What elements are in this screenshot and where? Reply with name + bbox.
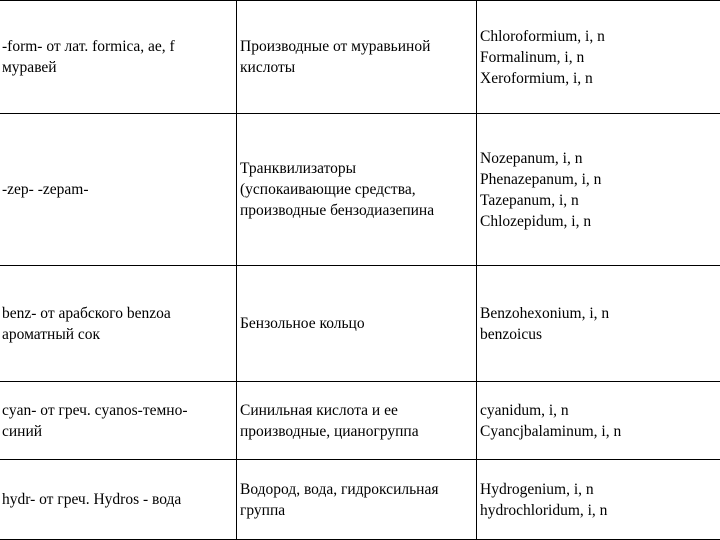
cell-line: Xeroformium, i, n: [480, 69, 593, 87]
term-element-cell: [0, 114, 237, 266]
term-element-cell: [0, 460, 237, 540]
cell-line: производные, цианогруппа: [240, 422, 419, 440]
term-examples-cell: [477, 460, 720, 540]
cell-line: Производные от муравьиной: [240, 38, 431, 55]
cell-line: cyan- от греч. cyanos-темно-: [2, 401, 188, 419]
table-row: [0, 114, 720, 266]
cell-line: -form- от лат. formica, ae, f: [2, 38, 175, 55]
term-meaning-cell: [237, 114, 477, 266]
cell-line: Транквилизаторы: [240, 160, 357, 177]
cell-line: Chlozepidum, i, n: [480, 212, 592, 230]
term-examples-cell: [477, 114, 720, 266]
cell-line: Tazepanum, i, n: [480, 191, 579, 209]
cell-line: cyanidum, i, n: [480, 401, 569, 419]
table-row: [0, 1, 720, 114]
cell-line: Водород, вода, гидроксильная: [240, 480, 439, 498]
term-element-cell: [0, 266, 237, 382]
cell-line: производные бензодиазепина: [240, 202, 435, 219]
cell-line: Cyancjbalaminum, i, n: [480, 422, 622, 440]
term-examples-cell: [477, 1, 720, 114]
table-row: [0, 266, 720, 382]
term-meaning-cell: [237, 382, 477, 460]
cell-line: кислоты: [240, 59, 296, 76]
cell-line: hydr- от греч. Hydros - вода: [2, 491, 182, 508]
cell-line: Formalinum, i, n: [480, 48, 585, 66]
term-meaning-cell: [237, 1, 477, 114]
cell-line: ароматный сок: [2, 325, 101, 343]
term-element-cell: [0, 1, 237, 114]
term-element-cell: [0, 382, 237, 460]
cell-line: муравей: [2, 59, 57, 76]
cell-line: Phenazepanum, i, n: [480, 170, 602, 188]
cell-line: Синильная кислота и ее: [240, 401, 398, 419]
cell-line: -zep- -zepam-: [2, 181, 89, 198]
cell-line: hydrochloridum, i, n: [480, 501, 608, 519]
cell-line: Nozepanum, i, n: [480, 149, 583, 167]
table-row: [0, 382, 720, 460]
term-examples-cell: [477, 266, 720, 382]
term-meaning-cell: [237, 266, 477, 382]
cell-line: Бензольное кольцо: [240, 315, 365, 332]
cell-line: группа: [240, 501, 286, 519]
term-examples-cell: [477, 382, 720, 460]
cell-line: Chloroformium, i, n: [480, 27, 605, 45]
cell-line: (успокаивающие средства,: [240, 181, 416, 198]
cell-line: Hydrogenium, i, n: [480, 480, 594, 498]
term-meaning-cell: [237, 460, 477, 540]
cell-line: синий: [2, 422, 43, 440]
cell-line: Benzohexonium, i, n: [480, 304, 610, 322]
cell-line: benz- от арабского benzoa: [2, 304, 171, 322]
cell-line: benzoicus: [480, 325, 542, 343]
table-row: [0, 460, 720, 540]
